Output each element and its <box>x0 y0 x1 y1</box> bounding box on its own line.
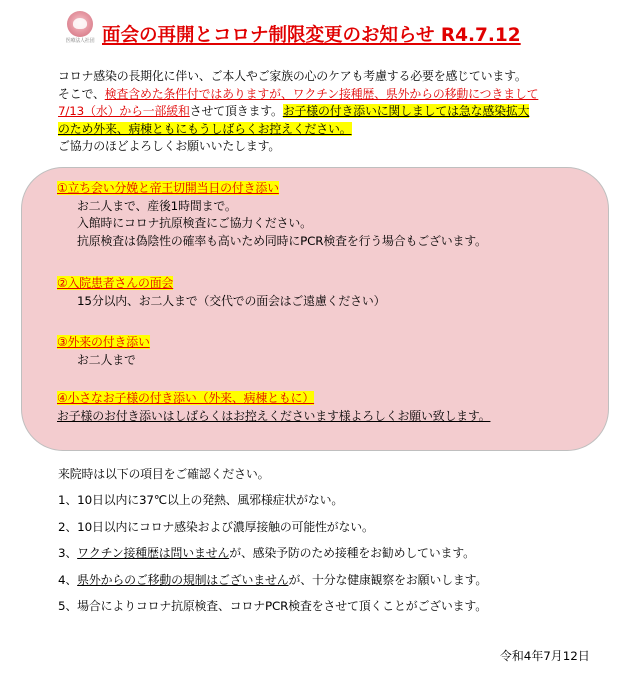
section-outpatient-attendance <box>57 334 150 369</box>
intro-line-4: のため外来、病棟ともにもうしばらくお控えください。 <box>58 121 352 136</box>
page-title: 面会の再開とコロナ制限変更のお知らせ R4.7.12 <box>102 25 521 46</box>
section-line: お二人まで <box>77 352 136 367</box>
relaxation-date: 7/13（水）から一部緩和 <box>58 104 190 118</box>
clinic-logo <box>66 11 94 47</box>
section-line: お子様のお付き添いはしばらくはお控えくださいます様よろしくお願い致します。 <box>57 408 491 423</box>
checklist-item: 2、10日以内にコロナ感染および濃厚接触の可能性がない。 <box>58 519 374 534</box>
section-heading: ①立ち会い分娩と帝王切開当日の付き添い <box>57 181 279 195</box>
checklist-item: 5、場合によりコロナ抗原検査、コロナPCR検査をさせて頂くことがございます。 <box>58 599 487 613</box>
notice-date: 令和4年7月12日 <box>500 649 590 663</box>
section-heading: ②入院患者さんの面会 <box>57 276 174 290</box>
section-line: 入館時にコロナ抗原検査にご協力ください。 <box>77 216 312 230</box>
checklist-heading: 来院時は以下の項目をご確認ください。 <box>58 467 270 481</box>
intro-line-2: そこで、検査含めた条件付ではありますが、ワクチン接種歴、県外からの移動につきまして <box>58 86 539 101</box>
child-restriction-notice: お子様の付き添いに関しましては急な感染拡大 <box>282 104 530 118</box>
section-line: 抗原検査は偽陰性の確率も高いため同時にPCR検査を行う場合もございます。 <box>77 233 487 248</box>
section-child-attendance <box>57 390 490 425</box>
checklist-item: 3、ワクチン接種歴は問いませんが、感染予防のため接種をお勧めしています。 <box>58 546 475 560</box>
section-line: 15分以内、お二人まで（交代での面会はご遠慮ください） <box>77 293 386 308</box>
visit-checklist <box>58 466 598 620</box>
intro-line-1: コロナ感染の長期化に伴い、ご本人やご家族の心のケアも考慮する必要を感じています。 <box>58 69 527 83</box>
intro-line-5: ご協力のほどよろしくお願いいたします。 <box>58 139 281 153</box>
relaxation-notice: 検査含めた条件付ではありますが、ワクチン接種歴、県外からの移動につきまして <box>104 86 539 101</box>
section-delivery-attendance <box>57 180 487 250</box>
checklist-item: 4、県外からのご移動の規制はございませんが、十分な健康観察をお願いします。 <box>58 572 488 587</box>
section-inpatient-visit <box>57 275 385 310</box>
section-heading: ④小さなお子様の付き添い（外来、病棟ともに） <box>57 391 315 405</box>
checklist-item: 1、10日以内に37℃以上の発熱、風邪様症状がない。 <box>58 493 344 507</box>
section-heading: ③外来の付き添い <box>57 335 150 349</box>
section-line: お二人まで、産後1時間まで。 <box>77 198 237 213</box>
logo-text: 医療法人社団 <box>65 38 95 44</box>
intro-line-3: 7/13（水）から一部緩和させて頂きます。お子様の付き添いに関しましては急な感染拡大 <box>58 104 530 118</box>
logo-flower-icon <box>73 18 87 29</box>
intro-paragraph <box>58 68 614 156</box>
